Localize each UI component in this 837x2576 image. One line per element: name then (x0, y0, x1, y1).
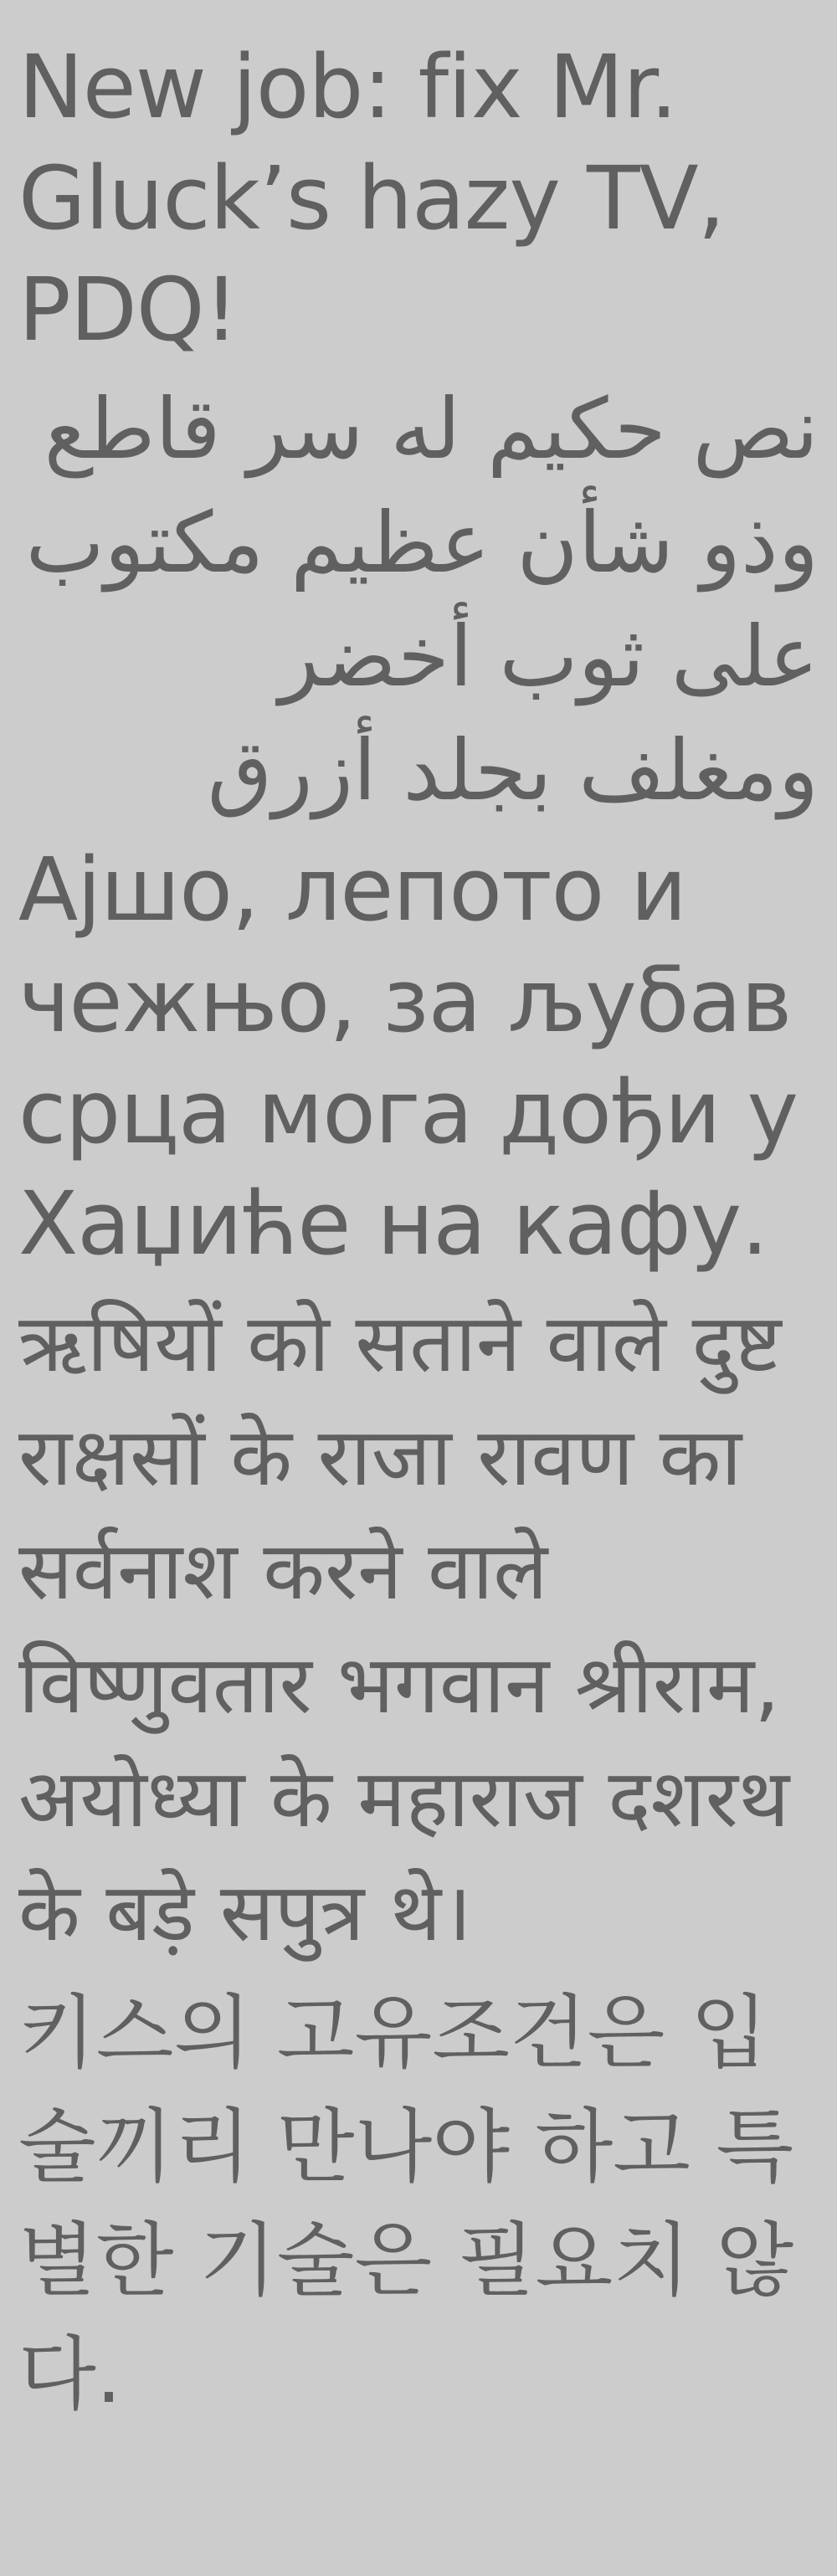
arabic-pangram: نص حكيم له سر قاطع وذو شأن عظيم مكتوب على ثوب أخضر ومغلف بجلد أزرق (25, 380, 819, 819)
english-pangram: New job: fix Mr. Gluck’s hazy TV, PDQ! (18, 36, 725, 361)
serbian-pangram: Ајшо, лепото и чежњо, за љубав срца мога дођи у Хаџиће на кафу. (18, 839, 798, 1275)
korean-pangram: 키스의 고유조건은 입술끼리 만나야 하고 특별한 기술은 필요치 않다. (18, 1986, 794, 2421)
hindi-pangram: ऋषियों को सताने वाले दुष्ट राक्षसों के राजा रावण का सर्वनाश करने वाले विष्णुवतार भगवान श्रीराम, अयोध्या के महाराज दशरथ के बड़े सपुत्र थे। (18, 1296, 790, 1959)
